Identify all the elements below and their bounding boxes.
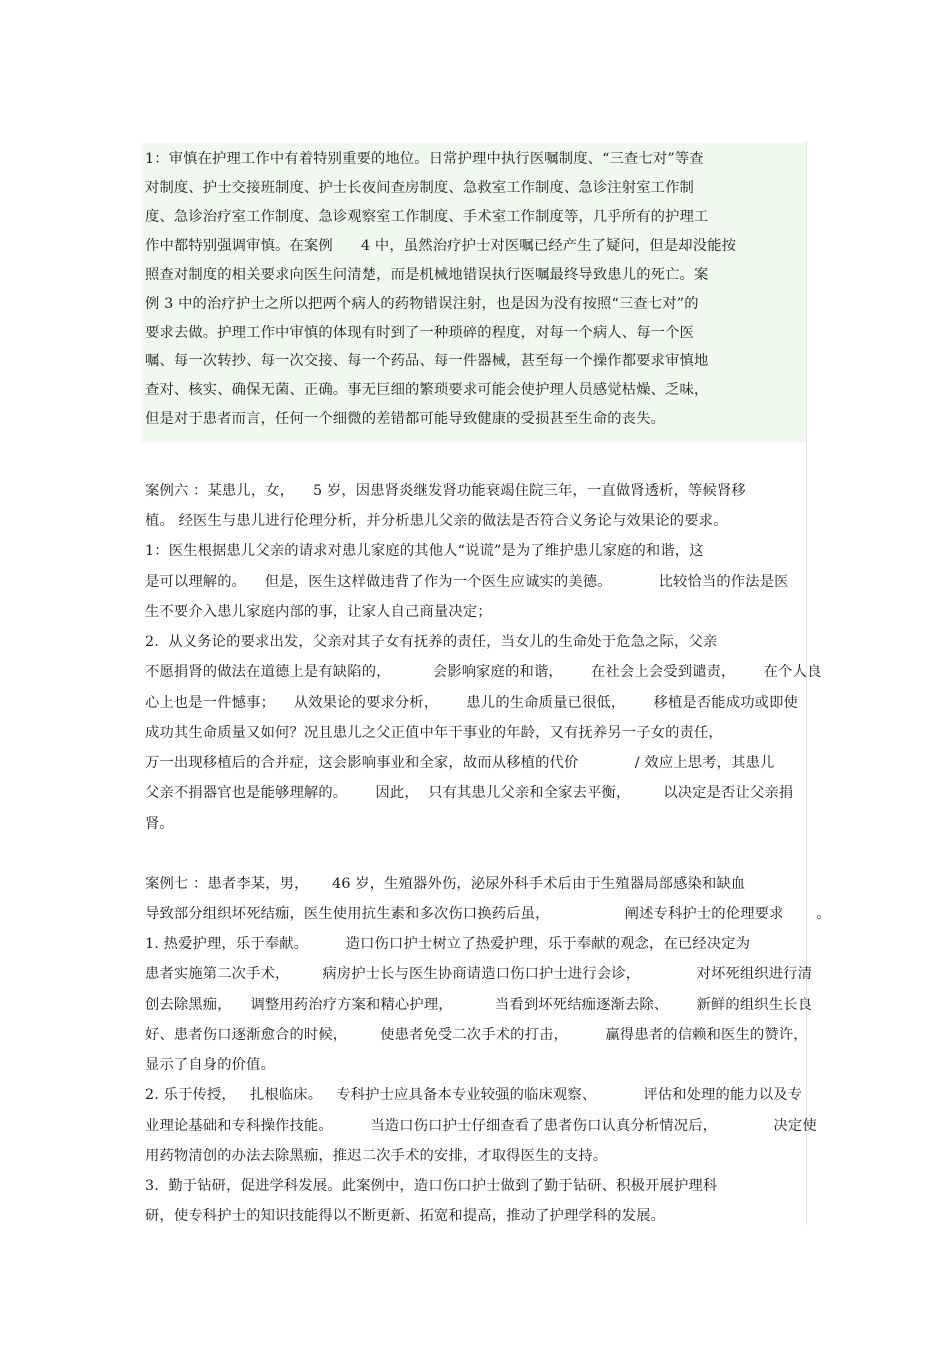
text-line: 患者实施第二次手术， 病房护士长与医生协商请造口伤口护士进行会诊， 对坏死组织进行清 — [145, 966, 813, 982]
text-line: 植。 经医生与患儿进行伦理分析，并分析患儿父亲的做法是否符合义务论与效果论的要求。 — [145, 513, 728, 529]
text-line: 导致部分组织坏死结痂，医生使用抗生素和多次伤口换药后虽， 阐述专科护士的伦理要求 。 — [145, 906, 831, 922]
text-line: 1：医生根据患儿父亲的请求对患儿家庭的其他人“说谎”是为了维护患儿家庭的和谐，这 — [145, 543, 704, 559]
text-line: 是可以理解的。 但是，医生这样做违背了作为一个医生应诚实的美德。 比较恰当的作法是医 — [145, 574, 789, 590]
text-line: 要求去做。护理工作中审慎的体现有时到了一种琐碎的程度，对每一个病人、每一个医 — [145, 325, 694, 341]
text-line: 成功其生命质量又如何？况且患儿之父正值中年干事业的年龄，又有抚养另一子女的责任， — [145, 725, 723, 741]
text-line: 创去除黑痂， 调整用药治疗方案和精心护理， 当看到坏死结痂逐渐去除、 新鲜的组织生长良 — [145, 997, 813, 1013]
text-line: 但是对于患者而言，任何一个细微的差错都可能导致健康的受损甚至生命的丧失。 — [145, 411, 666, 427]
text-line: 研，使专科护士的知识技能得以不断更新、拓宽和提高，推动了护理学科的发展。 — [145, 1208, 666, 1224]
text-line: 万一出现移植后的合并症，这会影响事业和全家，故而从移植的代价 / 效应上思考，其患儿 — [145, 755, 775, 771]
text-line: 肾。 — [145, 816, 174, 832]
text-line: 1：审慎在护理工作中有着特别重要的地位。日常护理中执行医嘱制度、“三查七对”等查 — [145, 151, 704, 167]
text-line: 嘱、每一次转抄、每一次交接、每一个药品、每一件器械，甚至每一个操作都要求审慎地 — [145, 353, 709, 369]
text-line: 照查对制度的相关要求向医生问清楚，而是机械地错误执行医嘱最终导致患儿的死亡。案 — [145, 267, 709, 283]
case-heading-line: 案例六 ：某患儿，女， 5 岁，因患肾炎继发肾功能衰竭住院三年，一直做肾透析，等候肾移 — [145, 483, 746, 499]
text-line: 作中都特别强调审慎。在案例 4 中，虽然治疗护士对医嘱已经产生了疑问，但是却没能按 — [145, 238, 737, 254]
text-line: 业理论基础和专科操作技能。 当造口伤口护士仔细查看了患者伤口认真分析情况后， 决定使 — [145, 1118, 817, 1134]
text-line: 1. 热爱护理，乐于奉献。 造口伤口护士树立了热爱护理，乐于奉献的观念，在已经决定为 — [145, 936, 751, 952]
text-line: 生不要介入患儿家庭内部的事，让家人自己商量决定； — [145, 604, 492, 620]
text-line: 心上也是一件憾事； 从效果论的要求分析， 患儿的生命质量已很低， 移植是否能成功或即使 — [145, 695, 798, 711]
text-line: 查对、核实、确保无菌、正确。事无巨细的繁琐要求可能会使护理人员感觉枯燥、乏味， — [145, 382, 709, 398]
text-line: 2. 从义务论的要求出发，父亲对其子女有抚养的责任，当女儿的生命处于危急之际，父亲 — [145, 634, 718, 650]
text-line: 2. 乐于传授， 扎根临床。 专科护士应具备本专业较强的临床观察、 评估和处理的能力以及专 — [145, 1087, 803, 1103]
text-line: 度、急诊治疗室工作制度、急诊观察室工作制度、手术室工作制度等，几乎所有的护理工 — [145, 209, 709, 225]
text-line: 用药物清创的办法去除黑痂，推迟二次手术的安排，才取得医生的支持。 — [145, 1148, 608, 1164]
case-heading-line: 案例七 ：患者李某，男， 46 岁，生殖器外伤，泌尿外科手术后由于生殖器局部感染和缺血 — [145, 876, 746, 892]
text-line: 显示了自身的价值。 — [145, 1057, 276, 1073]
text-line: 父亲不捐器官也是能够理解的。 因此， 只有其患儿父亲和全家去平衡， 以决定是否让父亲捐 — [145, 785, 794, 801]
text-line: 对制度、护士交接班制度、护士长夜间查房制度、急救室工作制度、急诊注射室工作制 — [145, 180, 694, 196]
text-line: 例 3 中的治疗护士之所以把两个病人的药物错误注射，也是因为没有按照“三查七对”的 — [145, 296, 699, 312]
text-line: 好、患者伤口逐渐愈合的时候， 使患者免受二次手术的打击， 赢得患者的信赖和医生的赞许， — [145, 1027, 808, 1043]
text-line: 不愿捐肾的做法在道德上是有缺陷的， 会影响家庭的和谐， 在社会上会受到谴责， 在个人良 — [145, 664, 822, 680]
text-line: 3. 勤于钻研，促进学科发展。此案例中，造口伤口护士做到了勤于钻研、积极开展护理科 — [145, 1178, 718, 1194]
